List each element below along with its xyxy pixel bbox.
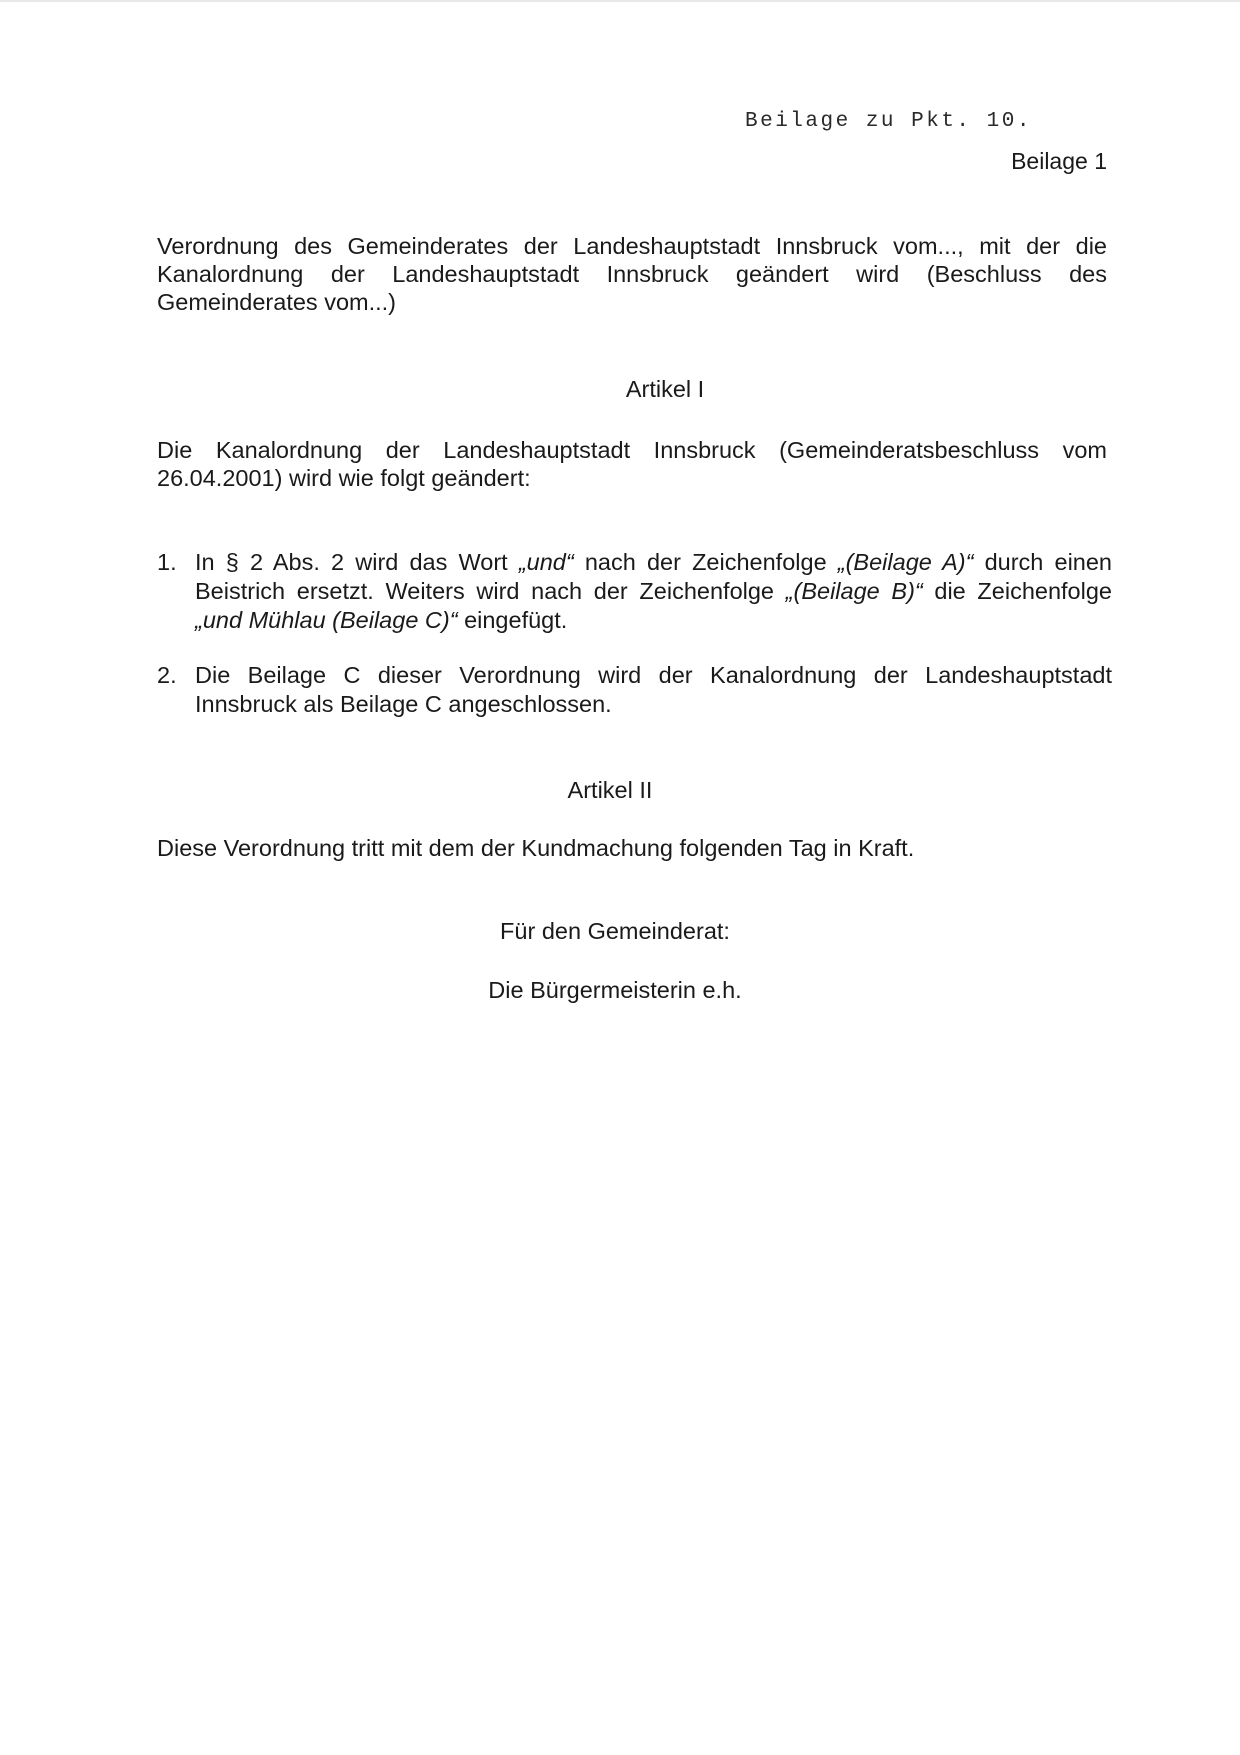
- item-text: nach der Zeichenfolge: [573, 549, 838, 575]
- item-text: eingefügt.: [457, 607, 568, 633]
- scan-edge: [0, 0, 1240, 2]
- item-text: durch einen Beistrich ersetzt. Weiters wird nach der Zeichenfolge: [195, 549, 1113, 604]
- amendment-list: [157, 548, 1112, 745]
- signature-line-mayor: Die Bürgermeisterin e.h.: [488, 977, 742, 1003]
- list-item: [157, 661, 1112, 719]
- article-2-heading: Artikel II: [567, 777, 653, 803]
- attachment-label: Beilage 1: [1011, 148, 1107, 174]
- article-1-intro: Die Kanalordnung der Landeshauptstadt Innsbruck (Gemeinderatsbeschluss vom 26.04.2001) wird wie folgt geändert:: [157, 437, 1107, 491]
- list-item-number: 2.: [157, 662, 177, 688]
- list-item: [157, 548, 1112, 635]
- document-title: Verordnung des Gemeinderates der Landeshauptstadt Innsbruck vom..., mit der die Kanalordnung der Landeshauptstadt Innsbruck geändert wird (Beschluss des Gemeinderates vom...): [157, 233, 1107, 315]
- quoted-term: „(Beilage A)“: [837, 549, 974, 575]
- quoted-term: „und Mühlau (Beilage C)“: [195, 607, 458, 633]
- signature-line-council: Für den Gemeinderat:: [500, 918, 730, 944]
- quoted-term: „(Beilage B)“: [785, 578, 923, 604]
- article-2-text: Diese Verordnung tritt mit dem der Kundmachung folgenden Tag in Kraft.: [157, 835, 915, 861]
- quoted-term: „und“: [518, 549, 574, 575]
- article-1-heading: Artikel I: [625, 376, 705, 402]
- list-item-number: 1.: [157, 549, 177, 575]
- agenda-stamp: Beilage zu Pkt. 10.: [745, 110, 1032, 133]
- item-text: die Zeichenfolge: [922, 578, 1112, 604]
- item-text: In § 2 Abs. 2 wird das Wort: [195, 549, 519, 575]
- item-text: Die Beilage C dieser Verordnung wird der Kanalordnung der Landeshauptstadt Innsbruck als Beilage C angeschlossen.: [195, 662, 1112, 717]
